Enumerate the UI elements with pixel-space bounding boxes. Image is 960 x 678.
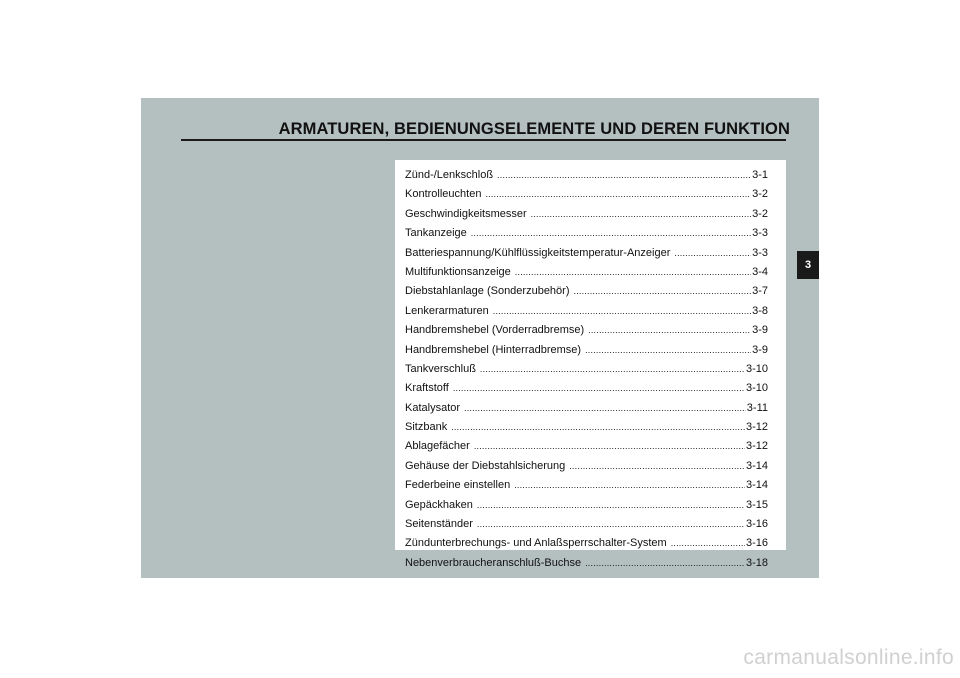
- toc-entry[interactable]: [405, 285, 768, 304]
- toc-entry-label: Tankverschluß: [405, 362, 476, 375]
- toc-entry-page: 3-7: [752, 285, 768, 298]
- title-underline: [181, 139, 786, 141]
- toc-entry-page: 3-15: [745, 498, 768, 511]
- toc-entry-page: 3-3: [752, 246, 768, 259]
- toc-leader-dots: [493, 306, 751, 316]
- toc-entry[interactable]: [405, 518, 768, 537]
- toc-entry[interactable]: [405, 169, 768, 188]
- toc-entry[interactable]: [405, 537, 768, 556]
- toc-entry-page: 3-12: [745, 421, 768, 434]
- toc-entry[interactable]: [405, 499, 768, 518]
- toc-entry-label: Batteriespannung/Kühlflüssigkeitstemperatur-Anzeiger: [405, 246, 671, 259]
- chapter-tab: 3: [797, 251, 819, 279]
- toc-leader-dots: [464, 403, 746, 413]
- toc-leader-dots: [588, 325, 751, 335]
- toc-entry[interactable]: [405, 305, 768, 324]
- page-title: ARMATUREN, BEDIENUNGSELEMENTE UND DEREN FUNKTION: [278, 120, 790, 138]
- toc-entry-page: 3-16: [745, 518, 768, 531]
- toc-entry[interactable]: [405, 266, 768, 285]
- toc-entry[interactable]: [405, 382, 768, 401]
- toc-entry-label: Multifunktionsanzeige: [405, 265, 511, 278]
- toc-leader-dots: [480, 364, 745, 374]
- toc-entry-label: Kraftstoff: [405, 382, 449, 395]
- toc-leader-dots: [514, 480, 745, 490]
- toc-entry-label: Federbeine einstellen: [405, 479, 511, 492]
- toc-entry-label: Sitzbank: [405, 421, 448, 434]
- toc-leader-dots: [585, 558, 745, 568]
- toc-entry-page: 3-9: [752, 324, 768, 337]
- toc-entry[interactable]: [405, 460, 768, 479]
- toc-entry-page: 3-14: [745, 459, 768, 472]
- toc-entry[interactable]: [405, 247, 768, 266]
- toc-entry-page: 3-8: [752, 304, 768, 317]
- toc-entry-page: 3-10: [745, 362, 768, 375]
- toc-entry-page: 3-18: [745, 556, 768, 569]
- toc-entry-label: Seitenständer: [405, 518, 473, 531]
- toc-entry[interactable]: [405, 363, 768, 382]
- toc-list: [405, 169, 768, 576]
- toc-entry[interactable]: [405, 324, 768, 343]
- toc-entry-page: 3-1: [752, 169, 768, 181]
- toc-leader-dots: [471, 228, 751, 238]
- toc-entry-label: Zünd-/Lenkschloß: [405, 169, 494, 181]
- toc-leader-dots: [569, 461, 745, 471]
- toc-entry-page: 3-3: [752, 227, 768, 240]
- toc-entry[interactable]: [405, 479, 768, 498]
- toc-leader-dots: [453, 383, 745, 393]
- toc-leader-dots: [574, 286, 752, 296]
- toc-leader-dots: [531, 209, 751, 219]
- toc-entry-page: 3-11: [746, 401, 768, 414]
- toc-entry-label: Katalysator: [405, 401, 461, 414]
- toc-entry[interactable]: [405, 344, 768, 363]
- toc-leader-dots: [477, 519, 745, 529]
- toc-entry[interactable]: [405, 208, 768, 227]
- toc-leader-dots: [497, 170, 751, 180]
- watermark: carmanualsonline.info: [743, 646, 954, 669]
- toc-entry-page: 3-4: [752, 265, 768, 278]
- toc-entry-label: Tankanzeige: [405, 227, 467, 240]
- toc-entry-label: Ablagefächer: [405, 440, 470, 453]
- toc-entry-label: Nebenverbraucheranschluß-Buchse: [405, 556, 582, 569]
- toc-entry-page: 3-10: [745, 382, 768, 395]
- toc-entry-page: 3-16: [745, 537, 768, 550]
- toc-entry[interactable]: [405, 440, 768, 459]
- toc-entry-page: 3-9: [752, 343, 768, 356]
- toc-entry[interactable]: [405, 421, 768, 440]
- toc-entry-label: Gehäuse der Diebstahlsicherung: [405, 459, 566, 472]
- toc-entry-label: Gepäckhaken: [405, 498, 473, 511]
- toc-leader-dots: [674, 248, 751, 258]
- toc-entry[interactable]: [405, 557, 768, 576]
- toc-entry-label: Lenkerarmaturen: [405, 304, 489, 317]
- toc-entry-label: Handbremshebel (Vorderradbremse): [405, 324, 585, 337]
- toc-entry-page: 3-2: [752, 207, 768, 220]
- toc-leader-dots: [671, 538, 745, 548]
- toc-leader-dots: [451, 422, 745, 432]
- toc-entry[interactable]: [405, 227, 768, 246]
- toc-entry-label: Handbremshebel (Hinterradbremse): [405, 343, 582, 356]
- toc-leader-dots: [485, 189, 751, 199]
- toc-entry-label: Diebstahlanlage (Sonderzubehör): [405, 285, 570, 298]
- toc-entry-page: 3-2: [752, 188, 768, 201]
- toc-leader-dots: [515, 267, 751, 277]
- toc-entry-page: 3-14: [745, 479, 768, 492]
- table-of-contents: [395, 160, 786, 569]
- toc-entry[interactable]: [405, 188, 768, 207]
- toc-entry[interactable]: [405, 402, 768, 421]
- toc-leader-dots: [477, 500, 745, 510]
- toc-entry-label: Geschwindigkeitsmesser: [405, 207, 527, 220]
- toc-leader-dots: [474, 441, 745, 451]
- toc-entry-label: Zündunterbrechungs- und Anlaßsperrschalter-System: [405, 537, 667, 550]
- toc-entry-label: Kontrolleuchten: [405, 188, 482, 201]
- toc-leader-dots: [585, 345, 751, 355]
- toc-entry-page: 3-12: [745, 440, 768, 453]
